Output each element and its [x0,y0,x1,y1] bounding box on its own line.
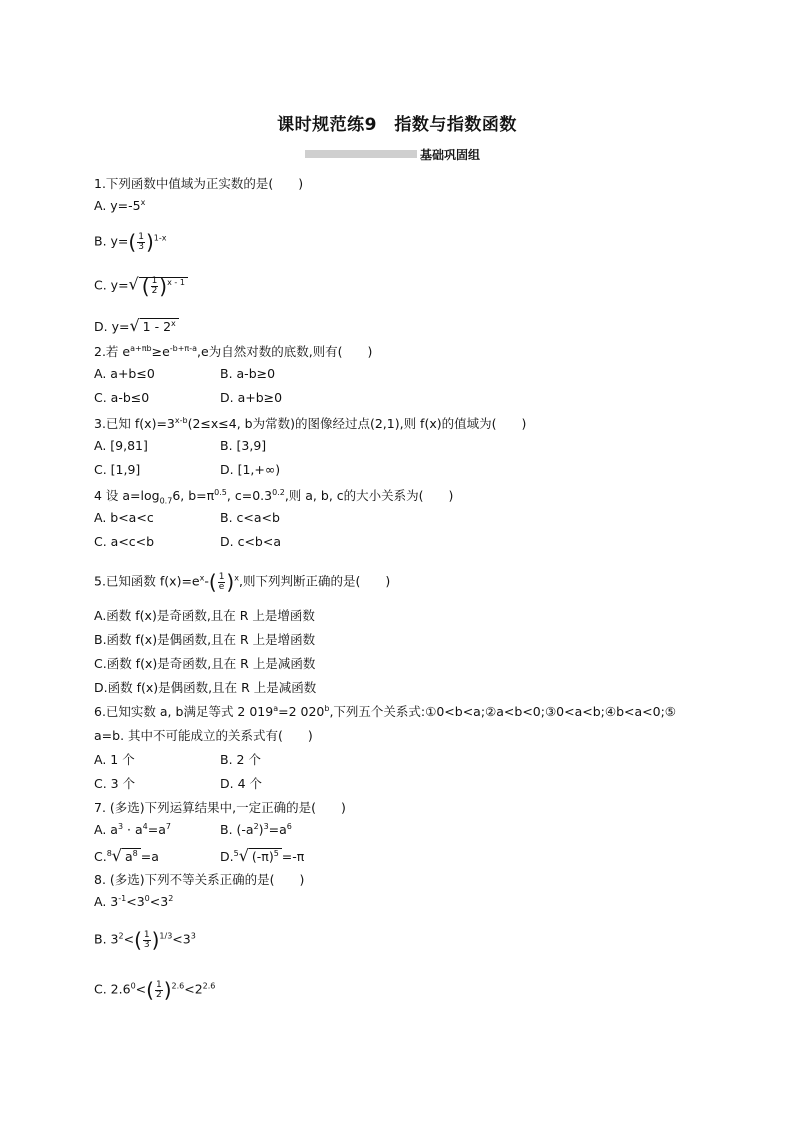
question-6-stem-line2: a=b. 其中不可能成立的关系式有( ) [94,728,313,743]
t: 3.已知 f(x)=3 [94,416,175,431]
t: ,则 a, b, c的大小关系为( ) [284,488,454,503]
paren: ) [151,928,160,952]
fraction [137,233,145,252]
e: 2.6 [171,981,185,991]
question-5-stem [94,570,390,594]
e: 5 [273,848,279,858]
paren: ) [159,274,168,298]
question-7-stem: 7. (多选)下列运算结果中,一定正确的是( ) [94,800,346,815]
q5-option-c: C.函数 f(x)是奇函数,且在 R 上是减函数 [94,656,316,671]
q1-c-pre: C. y= [94,277,129,293]
radical-sign: √ [128,274,139,294]
t: <3 [126,894,145,910]
e: b [324,703,330,713]
t: 6, b=π [172,488,215,503]
q7-option-b [220,822,292,837]
q1-d-rad: 1 - 2 [142,319,172,334]
e: 3 [190,931,196,941]
q2-option-b: B. a-b≥0 [220,366,276,381]
radical-sign: √ [129,316,140,335]
q1-a-exp: x [140,198,146,207]
t: (2≤x≤4, b为常数)的图像经过点(2,1),则 f(x)的值域为( ) [187,416,527,431]
e: 0 [130,981,136,991]
t: =2 020 [278,704,325,719]
q1-a-text: A. y=-5 [94,198,141,214]
question-6-stem [94,702,676,720]
q6-option-a: A. 1 个 [94,752,135,767]
fraction [151,277,159,296]
den: e [218,581,225,592]
fraction [155,981,163,1000]
e: 2.6 [202,981,216,991]
num: 1 [138,231,144,242]
q5-option-a: A.函数 f(x)是奇函数,且在 R 上是增函数 [94,608,315,623]
e: 3 [263,822,269,831]
q3-option-c: C. [1,9] [94,462,141,477]
t: (-π) [251,849,274,864]
e: x [199,573,205,583]
t: <2 [184,981,203,997]
e: a+π [130,343,147,353]
e: 1/3 [159,931,173,941]
section-label: 基础巩固组 [420,148,481,162]
q4-option-c: C. a<c<b [94,534,155,549]
question-1-stem [94,174,303,192]
num: 1 [143,929,150,940]
q1-d-pre: D. y= [94,319,130,334]
e: x [234,573,239,583]
e: x-b [174,415,188,425]
t: ,则下列判断正确的是( ) [238,573,391,589]
question-4-stem [94,486,453,506]
t: ,e为自然对数的底数,则有( ) [197,344,373,359]
den: 3 [143,939,150,950]
paren: ( [208,570,217,594]
q6-option-d: D. 4 个 [220,776,262,791]
e: 8 [132,848,138,858]
radicand [139,274,188,298]
q1-c-tail: x - 1 [167,277,185,287]
e: 0 [144,894,150,903]
num: 1 [155,979,162,990]
t: A. a [94,822,118,838]
paren: ( [128,230,137,254]
q4-option-a: A. b<a<c [94,510,154,525]
q3-option-a: A. [9,81] [94,438,148,453]
e: -b+π [169,343,190,353]
question-2-stem [94,342,372,360]
t: D. [220,849,234,864]
e: 4 [142,822,148,831]
t: =a [268,822,287,838]
den: 2 [151,285,158,296]
section-bar [305,150,417,158]
q3-option-b: B. [3,9] [220,438,267,453]
e: b [146,343,152,353]
t: =a [147,822,166,838]
q1-option-c [94,274,188,298]
e: 3 [117,822,124,831]
paren: ( [141,274,150,298]
t: ,下列五个关系式:①0<b<a;②a<b<0;③0<a<b;④b<a<0;⑤ [329,704,676,719]
radical-sign: √ [238,846,249,865]
e: 2 [118,931,124,941]
radicand [140,318,179,334]
q2-option-c: C. a-b≤0 [94,390,150,405]
t: ) [258,822,264,838]
t: <3 [172,931,191,947]
q2-option-d: D. a+b≥0 [220,390,283,405]
t: =a [140,849,159,864]
q1-b-pre: B. y= [94,233,129,249]
t: 6.已知实数 a, b满足等式 2 019 [94,704,274,719]
q1-option-a [94,198,145,213]
paren: ) [226,570,235,594]
e: -a [189,343,198,353]
paren: ( [134,928,142,952]
paren: ) [145,230,154,254]
radical-sign: √ [111,846,122,865]
question-8-stem: 8. (多选)下列不等关系正确的是( ) [94,872,305,887]
e: 6 [286,822,292,831]
q8-option-c [94,978,215,1002]
t: < [135,981,147,997]
q7-option-c [94,846,159,865]
root-index: 8 [106,848,112,858]
t: a [125,849,133,864]
t: 5.已知函数 f(x)=e [94,573,200,589]
den: 3 [138,241,144,252]
q4-option-b: B. c<a<b [220,510,280,525]
e: -1 [118,894,127,903]
q8-option-a [94,894,173,909]
q4-option-d: D. c<b<a [220,534,281,549]
t: A. 3 [94,894,119,910]
e: 0.5 [214,487,227,497]
s: 0.7 [159,496,173,506]
t: ≥e [151,344,170,359]
radicand [249,848,282,864]
e: 2 [253,822,259,831]
t: 4 设 a=log [94,488,160,503]
page-title: 课时规范练9 指数与指数函数 [277,115,517,135]
q8-option-b [94,928,196,952]
num: 1 [218,571,225,582]
t: · a [123,822,143,838]
e: a [273,703,279,713]
q6-option-b: B. 2 个 [220,752,261,767]
e: 2 [168,894,174,903]
den: 2 [155,989,162,1000]
q1-option-d [94,316,179,335]
t: , c=0.3 [226,488,273,503]
fraction [143,931,151,950]
q1-option-b [94,230,166,254]
q1-b-exp: 1-x [153,233,167,243]
radicand [122,848,141,864]
paren: ( [146,978,154,1002]
q6-option-c: C. 3 个 [94,776,136,791]
num: 1 [151,275,158,286]
q1-text: 1.下列函数中值域为正实数的是( ) [94,176,304,191]
t: - [204,573,209,589]
t: =-π [281,849,305,864]
q5-option-b: B.函数 f(x)是偶函数,且在 R 上是增函数 [94,632,316,647]
t: 2.若 e [94,344,131,359]
t: C. [94,849,107,864]
t: B. (-a [220,822,254,838]
root-index: 5 [233,848,239,858]
t: C. 2.6 [94,981,131,997]
q3-option-d: D. [1,+∞) [220,462,281,477]
fraction [218,573,226,592]
q1-d-exp: x [171,318,176,328]
t: <3 [149,894,169,910]
q5-option-d: D.函数 f(x)是偶函数,且在 R 上是减函数 [94,680,317,695]
q2-option-a: A. a+b≤0 [94,366,155,381]
q7-option-d [220,846,304,865]
t: < [123,931,135,947]
t: B. 3 [94,931,119,947]
e: 7 [165,822,171,831]
paren: ) [163,978,172,1002]
e: 0.2 [272,487,285,497]
q7-option-a [94,822,171,837]
question-3-stem [94,414,526,432]
